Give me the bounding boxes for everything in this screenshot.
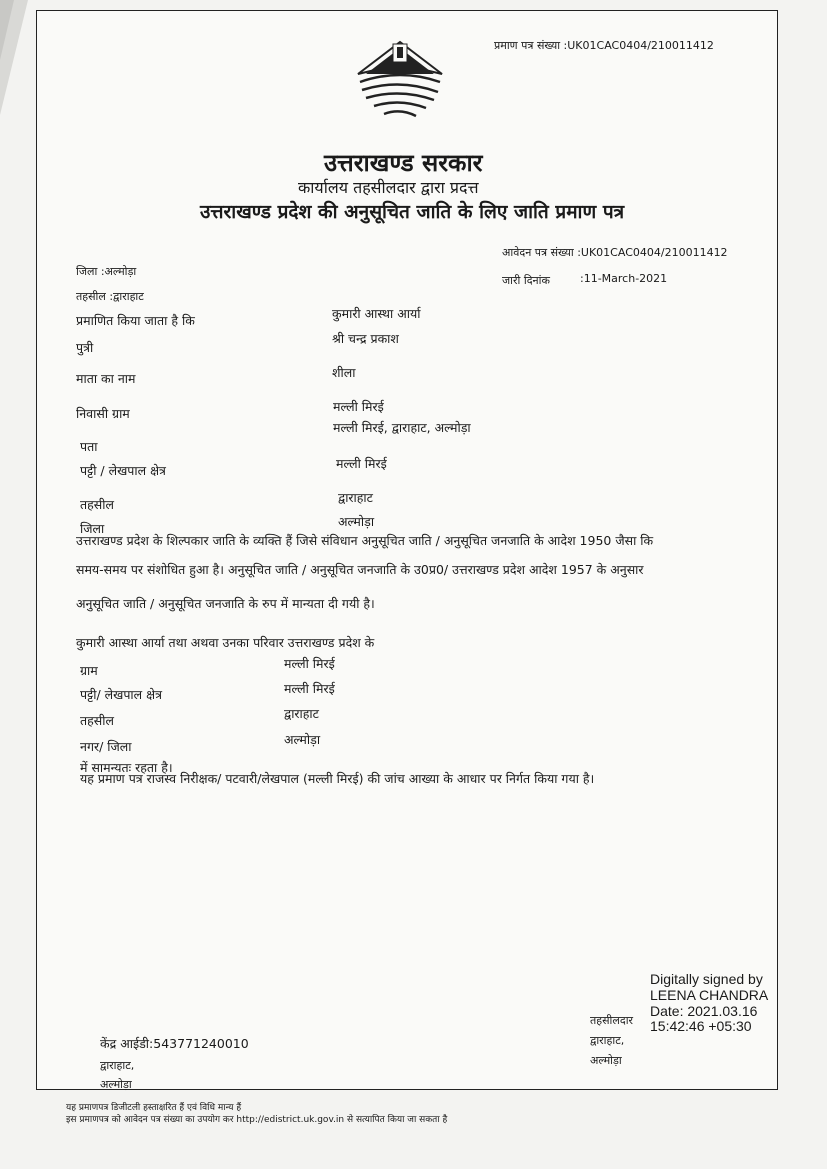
uttarakhand-emblem-icon: [352, 38, 448, 126]
residence-city-value: अल्मोड़ा: [284, 732, 321, 747]
residence-tehsil-label: तहसील: [80, 713, 114, 728]
residence-patti-value: मल्ली मिरई: [284, 681, 335, 696]
daughter-label: पुत्री: [76, 340, 94, 355]
residence-tehsil-value: द्वाराहाट: [284, 706, 319, 721]
paragraph-line-2: समय-समय पर संशोधित हुआ है। अनुसूचित जाति / अनुसूचित जनजाति के उ0प्र0/ उत्तराखण्ड प्रदेश आदेश 1957 के अनुसार: [76, 562, 644, 577]
district-label: जिला: [80, 521, 105, 536]
address-label: पता: [80, 439, 98, 454]
govt-title: उत्तराखण्ड सरकार: [324, 148, 483, 177]
address-value: मल्ली मिरई, द्वाराहाट, अल्मोड़ा: [333, 420, 471, 435]
paragraph-line-1: उत्तराखण्ड प्रदेश के शिल्पकार जाति के व्यक्ति हैं जिसे संविधान अनुसूचित जाति / अनुसूचित जनजाति के आदेश 1950 जैसा कि: [76, 533, 654, 548]
paragraph-line-3: अनुसूचित जाति / अनुसूचित जनजाति के रुप में मान्यता दी गयी है।: [76, 596, 375, 611]
village-label: निवासी ग्राम: [76, 406, 130, 421]
certified-value: कुमारी आस्था आर्या: [332, 306, 421, 321]
signatory-designation: तहसीलदार: [590, 1014, 634, 1027]
mother-value: शीला: [332, 365, 356, 380]
certificate-number: प्रमाण पत्र संख्या :UK01CAC0404/210011412: [494, 39, 714, 52]
residence-verification: यह प्रमाण पत्र राजस्व निरीक्षक/ पटवारी/लेखपाल (मल्ली मिरई) की जांच आख्या के आधार पर निर्गत किया गया है।: [80, 771, 595, 786]
signature-line-4: 15:42:46 +05:30: [650, 1018, 752, 1035]
daughter-value: श्री चन्द्र प्रकाश: [332, 331, 399, 346]
residence-intro: कुमारी आस्था आर्या तथा अथवा उनका परिवार उत्तराखण्ड प्रदेश के: [76, 635, 375, 650]
footer-line-2: इस प्रमाणपत्र को आवेदन पत्र संख्या का उपयोग कर http://edistrict.uk.gov.in से सत्यापित किया जा सकता है: [66, 1115, 448, 1125]
footer-line-1: यह प्रमाणपत्र डिजीटली हस्ताक्षरित हैं एवं विधि मान्य हैं: [66, 1103, 242, 1113]
centre-place: द्वाराहाट,: [100, 1059, 135, 1072]
signature-line-2: LEENA CHANDRA: [650, 986, 769, 1003]
patti-value: मल्ली मिरई: [336, 456, 387, 471]
residence-village-label: ग्राम: [80, 663, 98, 678]
application-number: आवेदन पत्र संख्या :UK01CAC0404/210011412: [502, 246, 728, 259]
residence-village-value: मल्ली मिरई: [284, 656, 335, 671]
issue-date-label: जारी दिनांक: [502, 274, 550, 287]
centre-district: अल्मोड़ा: [100, 1078, 132, 1091]
certified-label: प्रमाणित किया जाता है कि: [76, 313, 195, 328]
digital-signature: [650, 972, 800, 1035]
tehsil-label: तहसील: [80, 497, 114, 512]
signatory-place: द्वाराहाट,: [590, 1034, 625, 1047]
signature-line-3: Date: 2021.03.16: [650, 1002, 758, 1019]
centre-id: केंद्र आईडी:543771240010: [100, 1036, 249, 1051]
residence-city-label: नगर/ जिला: [80, 739, 132, 754]
issue-date-value: :11-March-2021: [580, 272, 668, 285]
village-value: मल्ली मिरई: [333, 399, 384, 414]
meta-district: जिला :अल्मोड़ा: [76, 265, 137, 278]
signatory-district: अल्मोड़ा: [590, 1054, 622, 1067]
patti-label: पट्टी / लेखपाल क्षेत्र: [80, 463, 166, 478]
tehsil-value: द्वाराहाट: [338, 490, 373, 505]
meta-tehsil: तहसील :द्वाराहाट: [76, 290, 144, 303]
residence-residing: में सामन्यतः रहता है।: [80, 760, 173, 775]
mother-label: माता का नाम: [76, 371, 136, 386]
certificate-title: उत्तराखण्ड प्रदेश की अनुसूचित जाति के लिए जाति प्रमाण पत्र: [200, 201, 625, 223]
district-value: अल्मोड़ा: [338, 514, 375, 529]
signature-line-1: Digitally signed by: [650, 971, 763, 987]
residence-patti-label: पट्टी/ लेखपाल क्षेत्र: [80, 687, 162, 702]
office-subtitle: कार्यालय तहसीलदार द्वारा प्रदत्त: [298, 178, 479, 197]
